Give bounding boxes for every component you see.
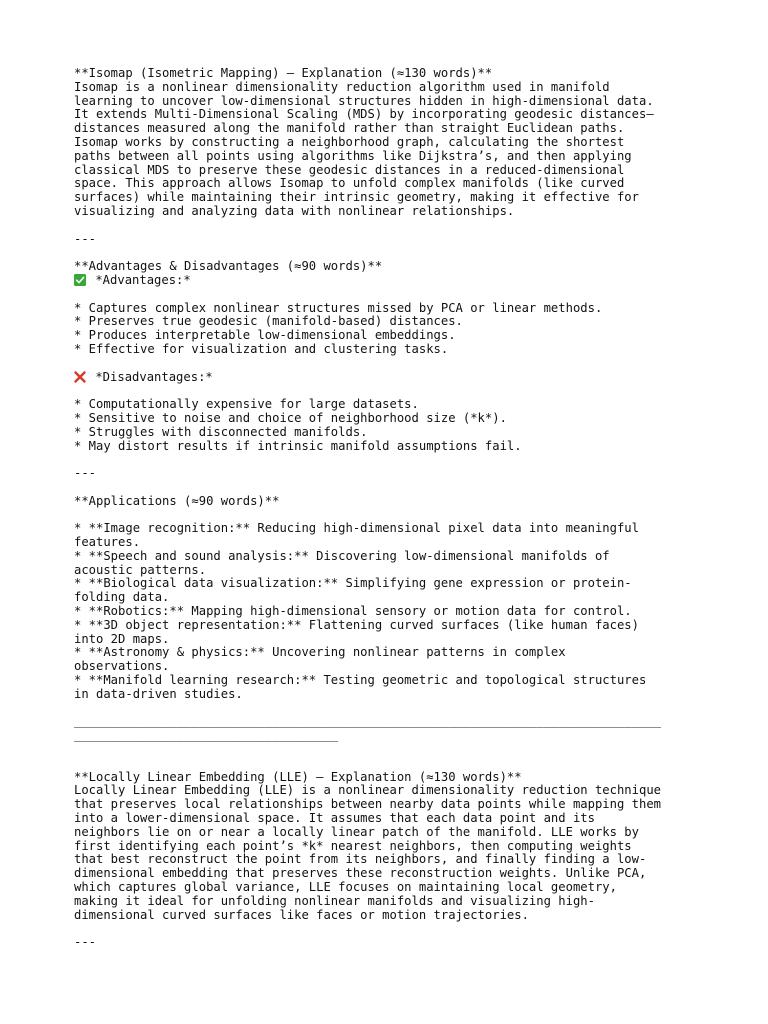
spacer <box>74 246 694 260</box>
isomap-body-line: Isomap works by constructing a neighborhood graph, calculating the shortest <box>74 134 625 149</box>
document-page <box>74 67 694 950</box>
application-item: * **3D object representation:** Flattening curved surfaces (like human faces) <box>74 617 639 632</box>
lle-body-line: Locally Linear Embedding (LLE) is a nonlinear dimensionality reduction technique <box>74 783 661 798</box>
spacer <box>74 219 694 233</box>
isomap-body-line: visualizing and analyzing data with nonlinear relationships. <box>74 203 515 218</box>
isomap-body-line: learning to uncover low-dimensional structures hidden in high-dimensional data. <box>74 93 654 108</box>
application-item: folding data. <box>74 590 170 605</box>
application-item: * **Astronomy & physics:** Uncovering nonlinear patterns in complex <box>74 645 566 660</box>
isomap-heading: **Isomap (Isometric Mapping) – Explanation (≈130 words)** <box>74 66 493 80</box>
lle-body-line: into a lower-dimensional space. It assumes that each data point and its <box>74 811 595 826</box>
application-item: features. <box>74 535 141 550</box>
disadvantage-item: * May distort results if intrinsic manifold assumptions fail. <box>74 438 522 453</box>
lle-body-line: first identifying each point’s *k* nearest neighbors, then computing weights <box>74 838 632 853</box>
lle-body-line: dimensional embedding that preserves these reconstruction weights. Unlike PCA, <box>74 866 647 881</box>
application-item: * **Manifold learning research:** Testing geometric and topological structures <box>74 673 647 688</box>
spacer <box>74 702 694 716</box>
section-separator: --- <box>74 935 97 950</box>
isomap-body-line: space. This approach allows Isomap to unfold complex manifolds (like curved <box>74 176 625 191</box>
applications-heading: **Applications (≈90 words)** <box>74 493 280 508</box>
section-separator: --- <box>74 466 97 481</box>
isomap-body <box>74 81 694 219</box>
isomap-body-line: classical MDS to preserve these geodesic distances in a reduced-dimensional <box>74 162 625 177</box>
application-item: acoustic patterns. <box>74 562 207 577</box>
spacer <box>74 922 694 936</box>
lle-body-line: that preserves local relationships between nearby data points while mapping them <box>74 797 661 812</box>
isomap-body-line: surfaces) while maintaining their intrinsic geometry, making it effective for <box>74 190 639 205</box>
isomap-body-line: paths between all points using algorithms like Dijkstra’s, and then applying <box>74 148 632 163</box>
disadvantage-item: * Sensitive to noise and choice of neighborhood size (*k*). <box>74 410 507 425</box>
spacer <box>74 453 694 467</box>
lle-heading: **Locally Linear Embedding (LLE) – Explanation (≈130 words)** <box>74 769 522 784</box>
advantages-label-row <box>74 274 694 288</box>
lle-body-line: dimensional curved surfaces like faces or motion trajectories. <box>74 907 529 922</box>
advantage-item: * Captures complex nonlinear structures missed by PCA or linear methods. <box>74 300 603 315</box>
horizontal-rule: ________________________________________________________________________________ <box>74 715 661 729</box>
lle-body-line: that best reconstruct the point from its neighbors, and finally finding a low- <box>74 852 647 867</box>
application-item: * **Biological data visualization:** Simplifying gene expression or protein- <box>74 576 632 591</box>
application-item: in data-driven studies. <box>74 686 243 701</box>
spacer <box>74 288 694 302</box>
horizontal-rule: ____________________________________ <box>74 729 339 743</box>
isomap-body-line: distances measured along the manifold rather than straight Euclidean paths. <box>74 121 625 136</box>
disadvantages-label-row <box>74 371 694 385</box>
disadvantages-label: *Disadvantages:* <box>95 369 213 384</box>
application-item: * **Image recognition:** Reducing high-dimensional pixel data into meaningful <box>74 521 639 536</box>
lle-body <box>74 784 694 922</box>
spacer <box>74 481 694 495</box>
application-item: observations. <box>74 659 170 674</box>
cross-mark-icon <box>74 371 86 383</box>
disadvantage-item: * Computationally expensive for large datasets. <box>74 397 419 412</box>
advantage-item: * Produces interpretable low-dimensional embeddings. <box>74 328 456 343</box>
lle-body-line: which captures global variance, LLE focuses on maintaining local geometry, <box>74 880 617 895</box>
spacer <box>74 509 694 523</box>
application-item: * **Speech and sound analysis:** Discovering low-dimensional manifolds of <box>74 548 610 563</box>
check-mark-icon <box>74 274 86 286</box>
advantages-heading: **Advantages & Disadvantages (≈90 words)** <box>74 259 383 274</box>
advantages-label: *Advantages:* <box>95 272 191 287</box>
disadvantage-item: * Struggles with disconnected manifolds. <box>74 424 368 439</box>
isomap-body-line: It extends Multi-Dimensional Scaling (MDS) by incorporating geodesic distances— <box>74 107 654 122</box>
isomap-body-line: Isomap is a nonlinear dimensionality reduction algorithm used in manifold <box>74 79 610 94</box>
lle-body-line: neighbors lie on or near a locally linear patch of the manifold. LLE works by <box>74 824 639 839</box>
spacer <box>74 384 694 398</box>
spacer <box>74 743 694 757</box>
application-item: * **Robotics:** Mapping high-dimensional sensory or motion data for control. <box>74 604 632 619</box>
section-separator: --- <box>74 231 97 246</box>
advantage-item: * Effective for visualization and clustering tasks. <box>74 341 449 356</box>
application-item: into 2D maps. <box>74 631 170 646</box>
spacer <box>74 357 694 371</box>
lle-body-line: making it ideal for unfolding nonlinear manifolds and visualizing high- <box>74 893 595 908</box>
spacer <box>74 757 694 771</box>
advantage-item: * Preserves true geodesic (manifold-based) distances. <box>74 314 463 329</box>
